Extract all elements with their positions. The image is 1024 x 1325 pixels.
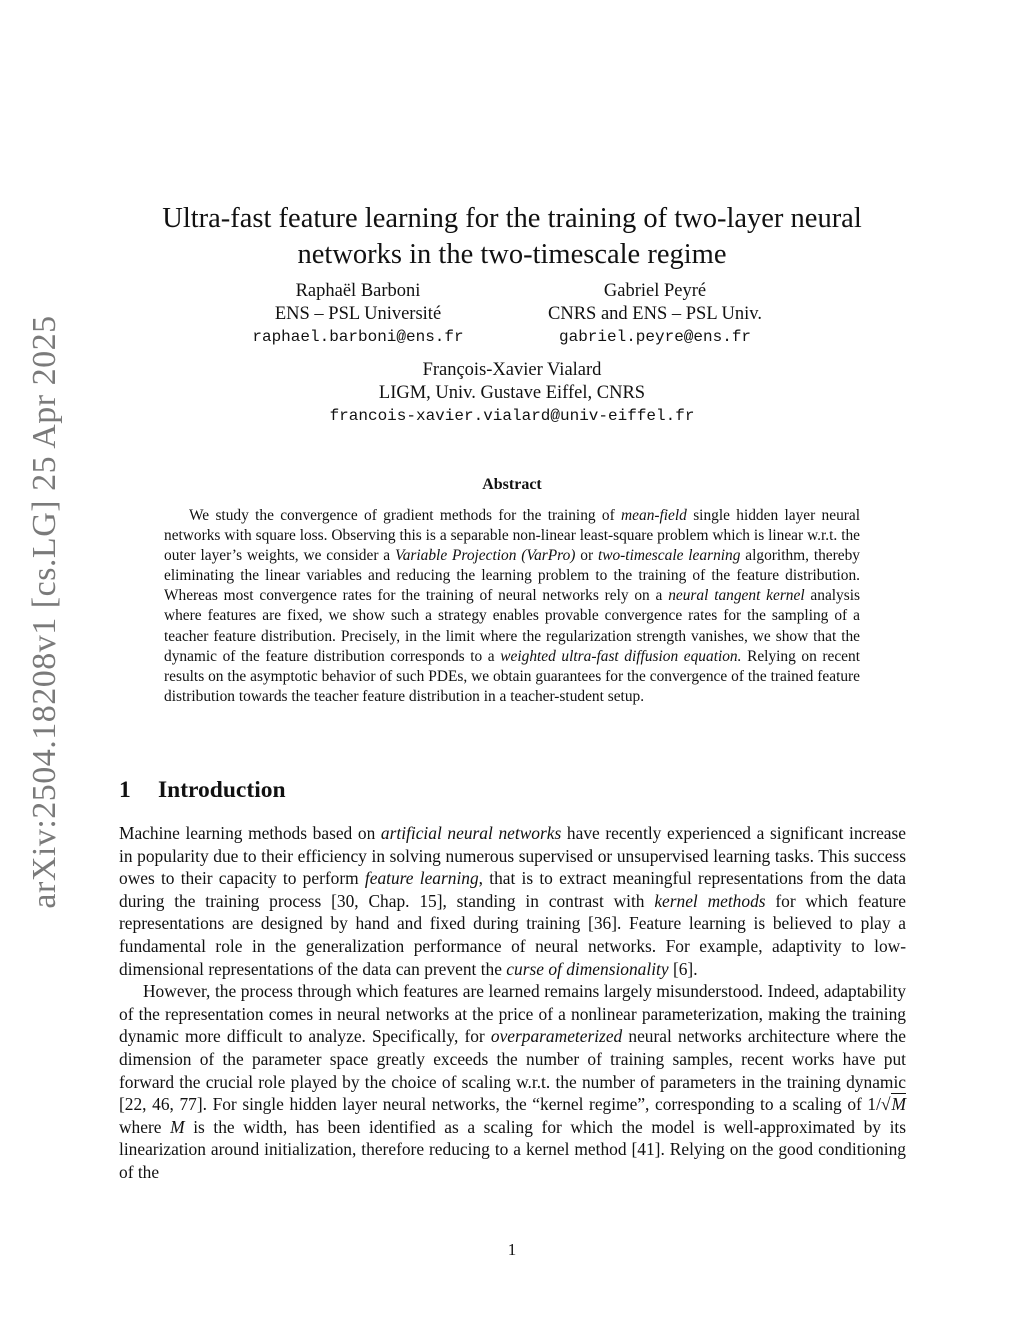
introduction-body [119, 822, 906, 1184]
math-inverse-sqrt: 1/√M [867, 1094, 906, 1115]
author-name: François-Xavier Vialard [422, 360, 602, 380]
section-title: Introduction [158, 777, 286, 803]
section-heading-introduction [119, 777, 286, 804]
author-block-1 [228, 280, 488, 349]
paper-title: Ultra-fast feature learning for the training of two-layer neural networks in the two-timescale regime [162, 203, 862, 271]
author-name: Gabriel Peyré [603, 281, 707, 301]
abstract-text: We study the convergence of gradient methods for the training of mean-field single hidden layer neural networks with square loss. Observing this is a separable non-linear least-square problem which is linear w.r.t. the outer layer’s weights, we consider a Variable Projection (VarPro) or two-timescale learning algorithm, thereby eliminating the linear variables and reducing the learning problem to the training of the feature distribution. Whereas most convergence rates for the training of neural networks rely on a neural tangent kernel analysis where features are fixed, we show such a strategy enables provable convergence rates for the sampling of a teacher feature distribution. Precisely, in the limit where the regularization strength vanishes, we show that the dynamic of the feature distribution corresponds to a weighted ultra-fast diffusion equation. Relying on recent results on the asymptotic behavior of such PDEs, we obtain guarantees for the convergence of the trained feature distribution towards the teacher feature distribution in a teacher-student setup. [164, 507, 861, 705]
abstract-heading: Abstract [482, 476, 542, 493]
author-email[interactable]: gabriel.peyre@ens.fr [558, 328, 752, 346]
section-number: 1 [119, 777, 131, 803]
author-name: Raphaël Barboni [295, 281, 421, 301]
page-number: 1 [507, 1240, 517, 1259]
author-block-2 [520, 280, 790, 349]
author-email[interactable]: raphael.barboni@ens.fr [252, 328, 464, 346]
author-block-3 [290, 359, 734, 428]
author-affiliation: CNRS and ENS – PSL Univ. [548, 304, 762, 324]
author-email[interactable]: francois-xavier.vialard@univ-eiffel.fr [329, 407, 695, 425]
arxiv-identifier-stamp: arXiv:2504.18208v1 [cs.LG] 25 Apr 2025 [26, 315, 63, 909]
intro-paragraph-2: However, the process through which features are learned remains largely misunderstood. Indeed, adaptability of the representation comes in neural networks at the price of a nonlinear parameterization, making the training dynamic more difficult to analyze. Specifically, for overparameterized neural networks architecture where the dimension of the parameter space greatly exceeds the number of training samples, recent works have put forward the crucial role played by the choice of scaling w.r.t. the number of parameters in the training dynamic [22, 46, 77]. For single hidden layer neural networks, the “kernel regime”, corresponding to a scaling of 1/√M where M is the width, has been identified as a scaling for which the model is well-approximated by its linearization around initialization, therefore reducing to a kernel method [41]. Relying on the good conditioning of the [119, 981, 906, 1182]
author-affiliation: ENS – PSL Université [274, 304, 442, 324]
author-affiliation: LIGM, Univ. Gustave Eiffel, CNRS [378, 383, 646, 403]
intro-paragraph-1: Machine learning methods based on artificial neural networks have recently experienced a significant increase in popularity due to their efficiency in solving numerous supervised or unsupervised learning tasks. This success owes to their capacity to perform feature learning, that is to extract meaningful representations from the data during the training process [30, Chap. 15], standing in contrast with kernel methods for which feature representations are designed by hand and fixed during training [36]. Feature learning is believed to play a fundamental role in the generalization performance of neural networks. For example, adaptivity to low-dimensional representations of the data can prevent the curse of dimensionality [6]. [119, 823, 907, 979]
